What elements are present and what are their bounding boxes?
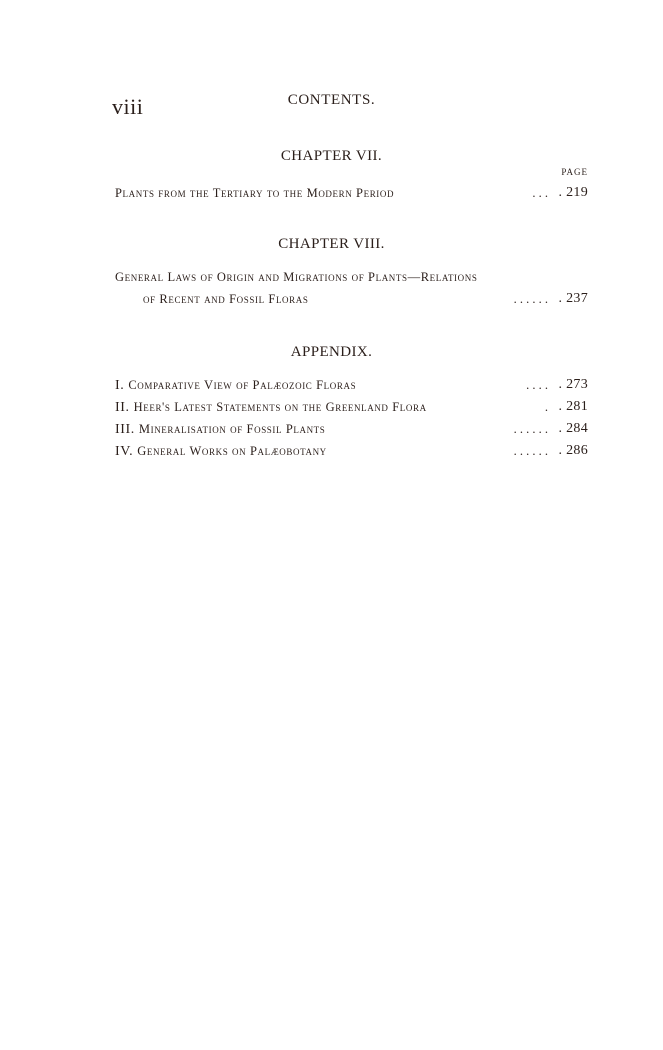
folio-number: viii (112, 94, 144, 119)
dot-leader: . (544, 400, 548, 414)
entry-title: Mineralisation of Fossil Plants (138, 422, 326, 436)
entry-title: General Works on Palæobotany (137, 444, 327, 458)
appendix-item (115, 440, 588, 462)
running-head: CONTENTS. (287, 92, 376, 108)
contents-entry (115, 266, 588, 310)
appendix-list (115, 374, 588, 462)
appendix-item (115, 396, 588, 418)
dot-leader: . . . . (526, 378, 548, 392)
dot-leader: . . . . . . (513, 292, 548, 306)
item-number: III. (115, 422, 135, 437)
entry-title: Comparative View of Palæozoic Floras (128, 378, 357, 392)
chapter-heading: CHAPTER VII. (280, 148, 383, 164)
page-number: . 219 (558, 185, 588, 200)
page-number: . 273 (558, 377, 588, 392)
item-number: I. (115, 378, 125, 393)
dot-leader: . . . . . . (513, 422, 548, 436)
page-number: . 286 (558, 443, 588, 458)
entry-title-continued: of Recent and Fossil Floras (143, 292, 309, 306)
item-number: IV. (115, 444, 134, 459)
appendix-item (115, 418, 588, 440)
entry-title: Heer's Latest Statements on the Greenland Flora (133, 400, 427, 414)
page-column-label: PAGE (561, 167, 588, 177)
page-number: . 284 (558, 421, 588, 436)
contents-entry (115, 182, 588, 204)
item-number: II. (115, 400, 130, 415)
page-number: . 237 (558, 291, 588, 306)
page-number: . 281 (558, 399, 588, 414)
appendix-heading: APPENDIX. (290, 344, 373, 360)
entry-title: Plants from the Tertiary to the Modern Period (115, 186, 395, 200)
dot-leader: . . . (532, 186, 548, 200)
chapter-heading: CHAPTER VIII. (278, 236, 385, 252)
appendix-item (115, 374, 588, 396)
dot-leader: . . . . . . (513, 444, 548, 458)
entry-title: General Laws of Origin and Migrations of Plants—Relations (115, 270, 478, 284)
